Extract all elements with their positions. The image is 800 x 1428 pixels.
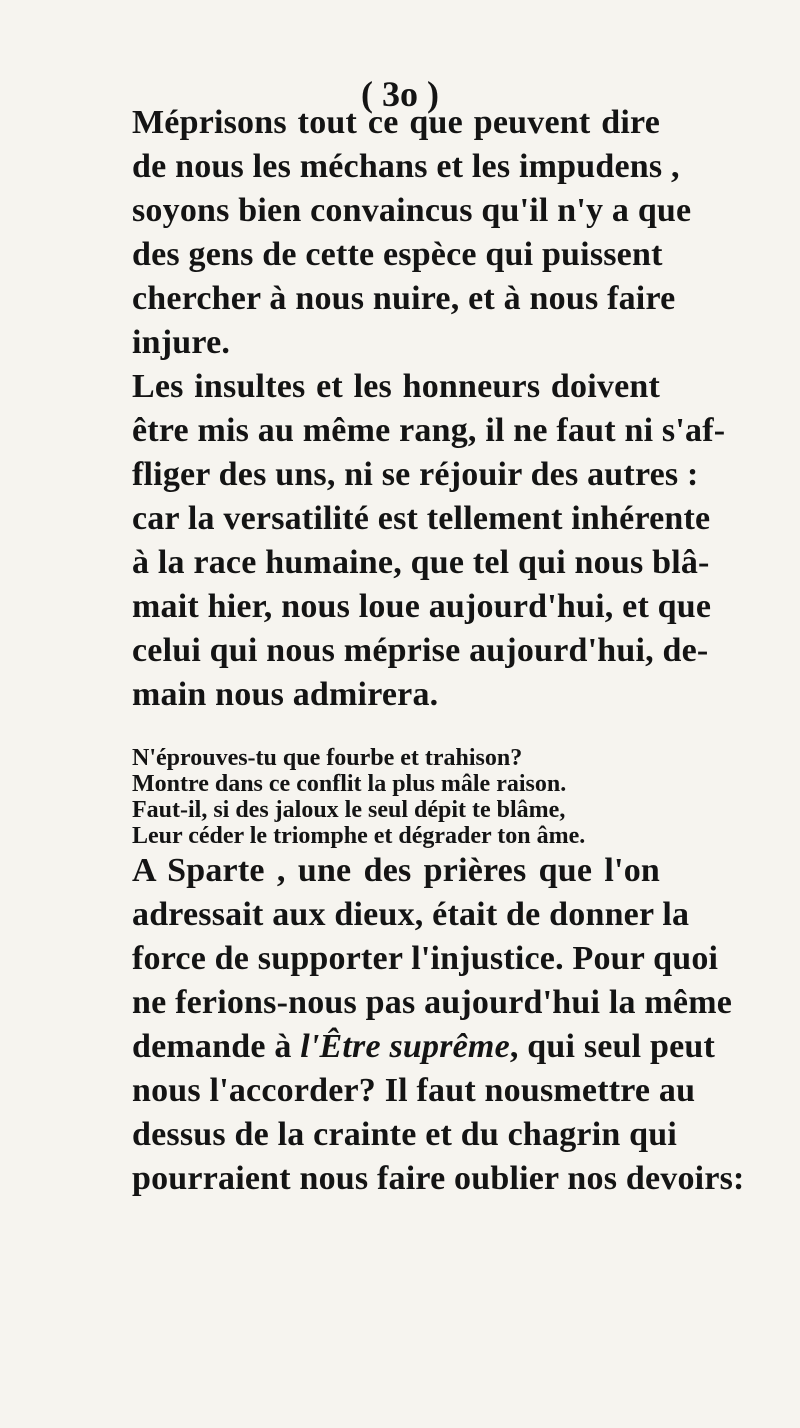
text-segment: , qui seul peut bbox=[509, 1028, 716, 1065]
text-line: main nous admirera. bbox=[132, 676, 439, 713]
text-line: des gens de cette espèce qui puissent bbox=[132, 236, 663, 273]
text-line: ne ferions-nous pas aujourd'hui la même bbox=[132, 984, 733, 1021]
verse-line: Leur céder le triomphe et dégrader ton âme. bbox=[132, 823, 586, 849]
text-line: à la race humaine, que tel qui nous blâ- bbox=[132, 544, 710, 581]
text-line: chercher à nous nuire, et à nous faire bbox=[132, 280, 676, 317]
text-line: Méprisons tout ce que peuvent dire bbox=[132, 104, 660, 141]
text-segment: demande à bbox=[132, 1028, 301, 1065]
text-line: adressait aux dieux, était de donner la bbox=[132, 896, 690, 933]
verse-line: Faut-il, si des jaloux le seul dépit te blâme, bbox=[132, 797, 566, 823]
text-line: dessus de la crainte et du chagrin qui bbox=[132, 1116, 678, 1153]
verse-line: N'éprouves-tu que fourbe et trahison? bbox=[132, 745, 523, 771]
text-line: mait hier, nous loue aujourd'hui, et que bbox=[132, 588, 712, 625]
text-line: nous l'accorder? Il faut nousmettre au bbox=[132, 1072, 696, 1109]
paragraph-sparte bbox=[132, 849, 745, 1201]
text-line: de nous les méchans et les impudens , bbox=[132, 148, 680, 185]
verse-line: Montre dans ce conflit la plus mâle raison. bbox=[132, 771, 567, 797]
text-line: fliger des uns, ni se réjouir des autres : bbox=[132, 456, 699, 493]
verse-quote bbox=[132, 745, 660, 849]
text-line: être mis au même rang, il ne faut ni s'af- bbox=[132, 412, 726, 449]
text-line: car la versatilité est tellement inhérente bbox=[132, 500, 711, 537]
italic-phrase: l'Être suprême bbox=[300, 1028, 510, 1065]
text-line: celui qui nous méprise aujourd'hui, de- bbox=[132, 632, 709, 669]
paragraph-mepris bbox=[132, 101, 692, 365]
text-line: soyons bien convaincus qu'il n'y a que bbox=[132, 192, 692, 229]
paragraph-insultes bbox=[132, 365, 726, 717]
text-line: pourraient nous faire oublier nos devoirs: bbox=[132, 1160, 745, 1197]
text-line-with-italic bbox=[132, 1025, 716, 1069]
text-line: A Sparte , une des prières que l'on bbox=[132, 852, 660, 889]
text-line: injure. bbox=[132, 324, 231, 361]
page-number: ( 3o ) bbox=[361, 74, 439, 114]
text-line: Les insultes et les honneurs doivent bbox=[132, 368, 660, 405]
text-line: force de supporter l'injustice. Pour quoi bbox=[132, 940, 719, 977]
